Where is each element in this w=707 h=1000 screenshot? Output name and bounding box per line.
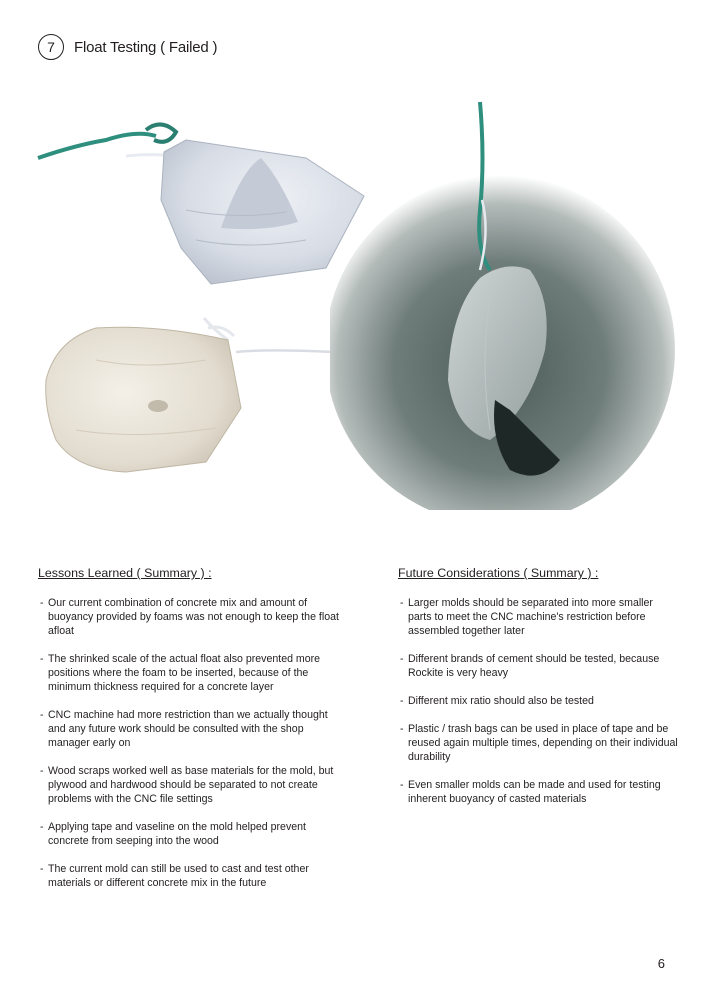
rounded-float-illustration (36, 310, 371, 490)
list-item: - Different mix ratio should also be tested (398, 694, 678, 708)
list-item: - Plastic / trash bags can be used in place of tape and be reused again multiple times, depending on their individual durability (400, 723, 678, 763)
list-item: - CNC machine had more restriction than we actually thought and any future work should be consulted with the shop manager early on (38, 708, 344, 750)
list-item-text: Plastic / trash bags can be used in place of tape and be reused again multiple times, depending on their individual durability (408, 723, 678, 763)
list-item-text: Even smaller molds can be made and used for testing inherent buoyancy of casted materials (408, 779, 661, 805)
hexagon-float-photo (36, 100, 366, 290)
list-item-text: Our current combination of concrete mix and amount of buoyancy provided by foams was not enough to keep the float afloat (48, 597, 339, 637)
underwater-float-illustration (330, 100, 675, 510)
underwater-float-photo (330, 100, 675, 510)
page-header (38, 34, 217, 60)
list-item: - Different brands of cement should be tested, because Rockite is very heavy (398, 652, 678, 680)
list-item-text: Larger molds should be separated into more smaller parts to meet the CNC machine's restriction before assembled together later (408, 597, 653, 637)
rounded-float-photo (36, 310, 371, 490)
list-item-text: CNC machine had more restriction than we actually thought and any future work should be consulted with the shop manager early on (48, 709, 328, 749)
hexagon-float-illustration (36, 100, 366, 290)
list-item-text: The shrinked scale of the actual float also prevented more positions where the foam to be inserted, because of the minimum thickness required for a concrete layer (48, 653, 321, 693)
page-title: Float Testing ( Failed ) (74, 38, 218, 56)
list-item-text: Different brands of cement should be tested, because Rockite is very heavy (408, 653, 660, 679)
list-item: - Our current combination of concrete mix and amount of buoyancy provided by foams was not enough to keep the float afloat (38, 596, 344, 638)
list-item: - Wood scraps worked well as base materials for the mold, but plywood and hardwood should be separated to not create problems with the CNC file settings (38, 764, 344, 806)
future-considerations-section (398, 566, 678, 820)
step-number-badge: 7 (38, 34, 64, 60)
list-item: - Larger molds should be separated into more smaller parts to meet the CNC machine's restriction before assembled together later (398, 596, 678, 638)
list-item-text: Applying tape and vaseline on the mold helped prevent concrete from seeping into the wood (48, 821, 306, 847)
lessons-learned-heading: Lessons Learned ( Summary ) : (38, 566, 212, 580)
list-item: - The current mold can still be used to cast and test other materials or different concrete mix in the future (38, 862, 344, 890)
list-item-text: The current mold can still be used to cast and test other materials or different concrete mix in the future (48, 863, 309, 889)
list-item: - Even smaller molds can be made and used for testing inherent buoyancy of casted materials (398, 778, 678, 806)
page-number: 6 (657, 956, 665, 971)
lessons-learned-section (38, 566, 344, 904)
list-item: - Applying tape and vaseline on the mold helped prevent concrete from seeping into the wood (38, 820, 344, 848)
future-considerations-heading: Future Considerations ( Summary ) : (398, 566, 599, 580)
list-item-text: Different mix ratio should also be tested (408, 695, 594, 707)
list-item-text: Wood scraps worked well as base materials for the mold, but plywood and hardwood should be separated to not create problems with the CNC file settings (48, 765, 334, 805)
list-item: - The shrinked scale of the actual float also prevented more positions where the foam to be inserted, because of the minimum thickness required for a concrete layer (38, 652, 344, 694)
